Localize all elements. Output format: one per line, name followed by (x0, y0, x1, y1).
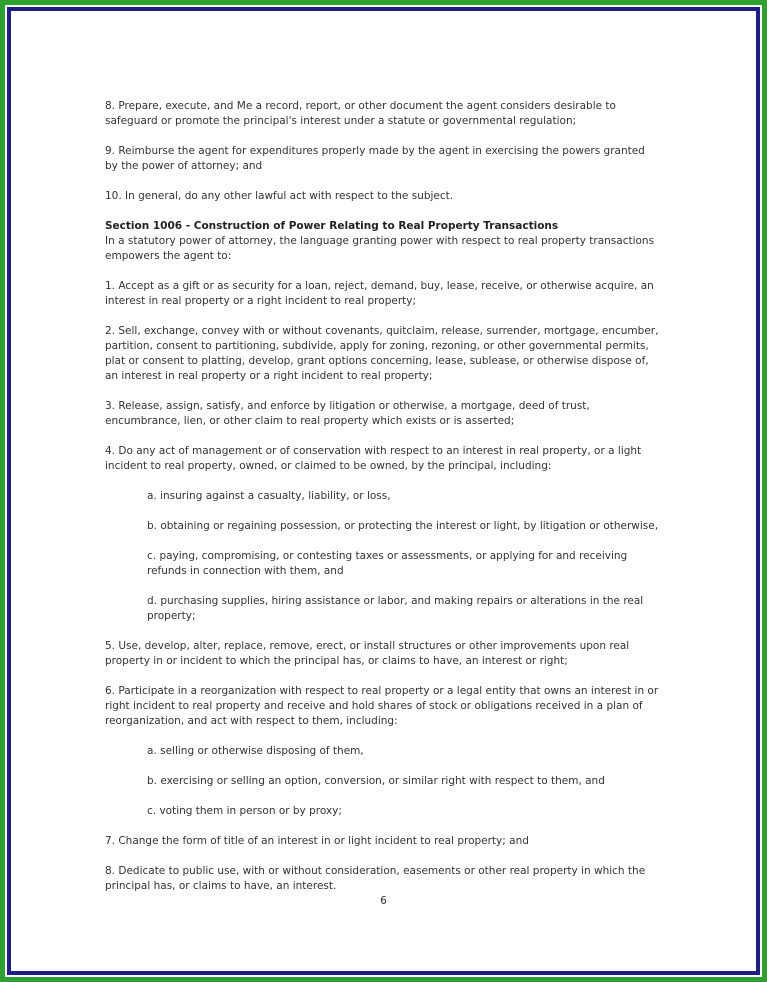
paragraph: 8. Dedicate to public use, with or without consideration, easements or other real property in which the principal has, or claims to have, an interest. (105, 865, 646, 892)
sub-item: b. exercising or selling an option, conversion, or similar right with respect to them, and (147, 775, 605, 787)
paragraph: 3. Release, assign, satisfy, and enforce by litigation or otherwise, a mortgage, deed of trust, encumbrance, lien, or other claim to real property which exists or is asserted; (105, 400, 590, 427)
sub-item: a. selling or otherwise disposing of them, (147, 745, 364, 757)
paragraph: 9. Reimburse the agent for expenditures properly made by the agent in exercising the powers granted by the power of attorney; and (105, 145, 645, 172)
sub-item: c. paying, compromising, or contesting taxes or assessments, or applying for and receiving refunds in connection with them, and (147, 550, 628, 577)
paragraph: 6. Participate in a reorganization with respect to real property or a legal entity that owns an interest in or right incident to real property and receive and hold shares of stock or obligations received in a plan of reorganization, and act with respect to them, including: (105, 685, 659, 727)
paragraph: 4. Do any act of management or of conservation with respect to an interest in real property, or a light incident to real property, owned, or claimed to be owned, by the principal, including: (105, 445, 642, 472)
paragraph: 7. Change the form of title of an interest in or light incident to real property; and (105, 835, 529, 847)
paragraph: 5. Use, develop, alter, replace, remove, erect, or install structures or other improvements upon real property in or incident to which the principal has, or claims to have, an interest or right; (105, 640, 630, 667)
paragraph: 2. Sell, exchange, convey with or without covenants, quitclaim, release, surrender, mortgage, encumber, partition, consent to partitioning, subdivide, apply for zoning, rezoning, or other governmental permits, plat or consent to platting, develop, grant options concerning, lease, sublease, or otherwise dispose of, an interest in real property or a right incident to real property; (105, 325, 659, 382)
document-page (7, 7, 760, 975)
section-heading: Section 1006 - Construction of Power Relating to Real Property Transactions (105, 220, 559, 232)
sub-item: c. voting them in person or by proxy; (147, 805, 342, 817)
page-number: 6 (380, 895, 387, 907)
paragraph: 1. Accept as a gift or as security for a loan, reject, demand, buy, lease, receive, or otherwise acquire, an interest in real property or a right incident to real property; (105, 280, 654, 307)
sub-item: b. obtaining or regaining possession, or protecting the interest or light, by litigation or otherwise, (147, 520, 659, 532)
sub-item: a. insuring against a casualty, liability, or loss, (147, 490, 391, 502)
paragraph: 10. In general, do any other lawful act with respect to the subject. (105, 190, 454, 202)
sub-item: d. purchasing supplies, hiring assistance or labor, and making repairs or alterations in the real property; (147, 595, 644, 622)
paragraph: In a statutory power of attorney, the language granting power with respect to real property transactions empowers the agent to: (105, 235, 655, 262)
paragraph: 8. Prepare, execute, and Me a record, report, or other document the agent considers desirable to safeguard or promote the principal's interest under a statute or governmental regulation; (105, 100, 616, 127)
